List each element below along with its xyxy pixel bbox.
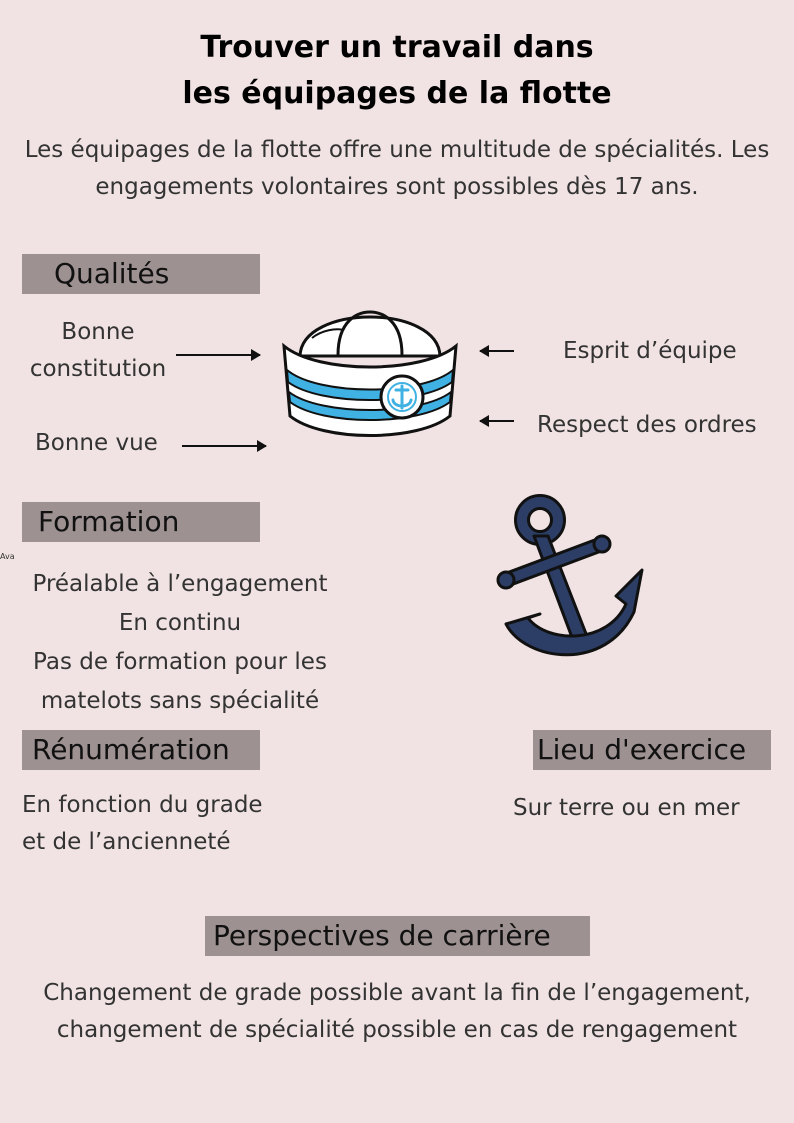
remuneration-line-2: et de l’ancienneté <box>22 829 231 855</box>
formation-line-3: Pas de formation pour les <box>33 649 327 675</box>
remuneration-line-1: En fonction du grade <box>22 792 263 818</box>
page-title-line-1: Trouver un travail dans <box>200 30 594 65</box>
quality-constitution-line-2: constitution <box>29 356 167 382</box>
quality-esprit-equipe: Esprit d’équipe <box>563 338 737 364</box>
arrow-left-icon <box>480 350 514 352</box>
formation-line-2: En continu <box>118 610 242 636</box>
anchor-icon <box>496 494 650 666</box>
quality-constitution-line-1: Bonne <box>61 319 135 345</box>
stray-text: Ava <box>0 552 15 561</box>
arrow-right-icon <box>182 445 266 447</box>
section-heading-perspectives: Perspectives de carrière <box>205 916 590 956</box>
section-heading-lieu: Lieu d'exercice <box>533 730 771 770</box>
section-heading-qualites: Qualités <box>22 254 260 294</box>
page-title-line-2: les équipages de la flotte <box>182 76 612 111</box>
quality-respect-ordres: Respect des ordres <box>537 412 757 438</box>
quality-vue: Bonne vue <box>35 430 158 456</box>
lieu-text: Sur terre ou en mer <box>513 795 740 821</box>
sailor-hat-icon <box>278 308 462 440</box>
arrow-right-icon <box>176 354 260 356</box>
intro-line-1: Les équipages de la flotte offre une multitude de spécialités. Les <box>24 137 770 163</box>
perspectives-line-1: Changement de grade possible avant la fin de l’engagement, <box>43 980 751 1006</box>
intro-line-2: engagements volontaires sont possibles dès 17 ans. <box>95 174 699 200</box>
formation-line-1: Préalable à l’engagement <box>32 571 328 597</box>
arrow-left-icon <box>480 420 514 422</box>
section-heading-formation: Formation <box>22 502 260 542</box>
formation-line-4: matelots sans spécialité <box>40 688 320 714</box>
section-heading-remuneration: Rénumération <box>22 730 260 770</box>
perspectives-line-2: changement de spécialité possible en cas de rengagement <box>56 1017 738 1043</box>
